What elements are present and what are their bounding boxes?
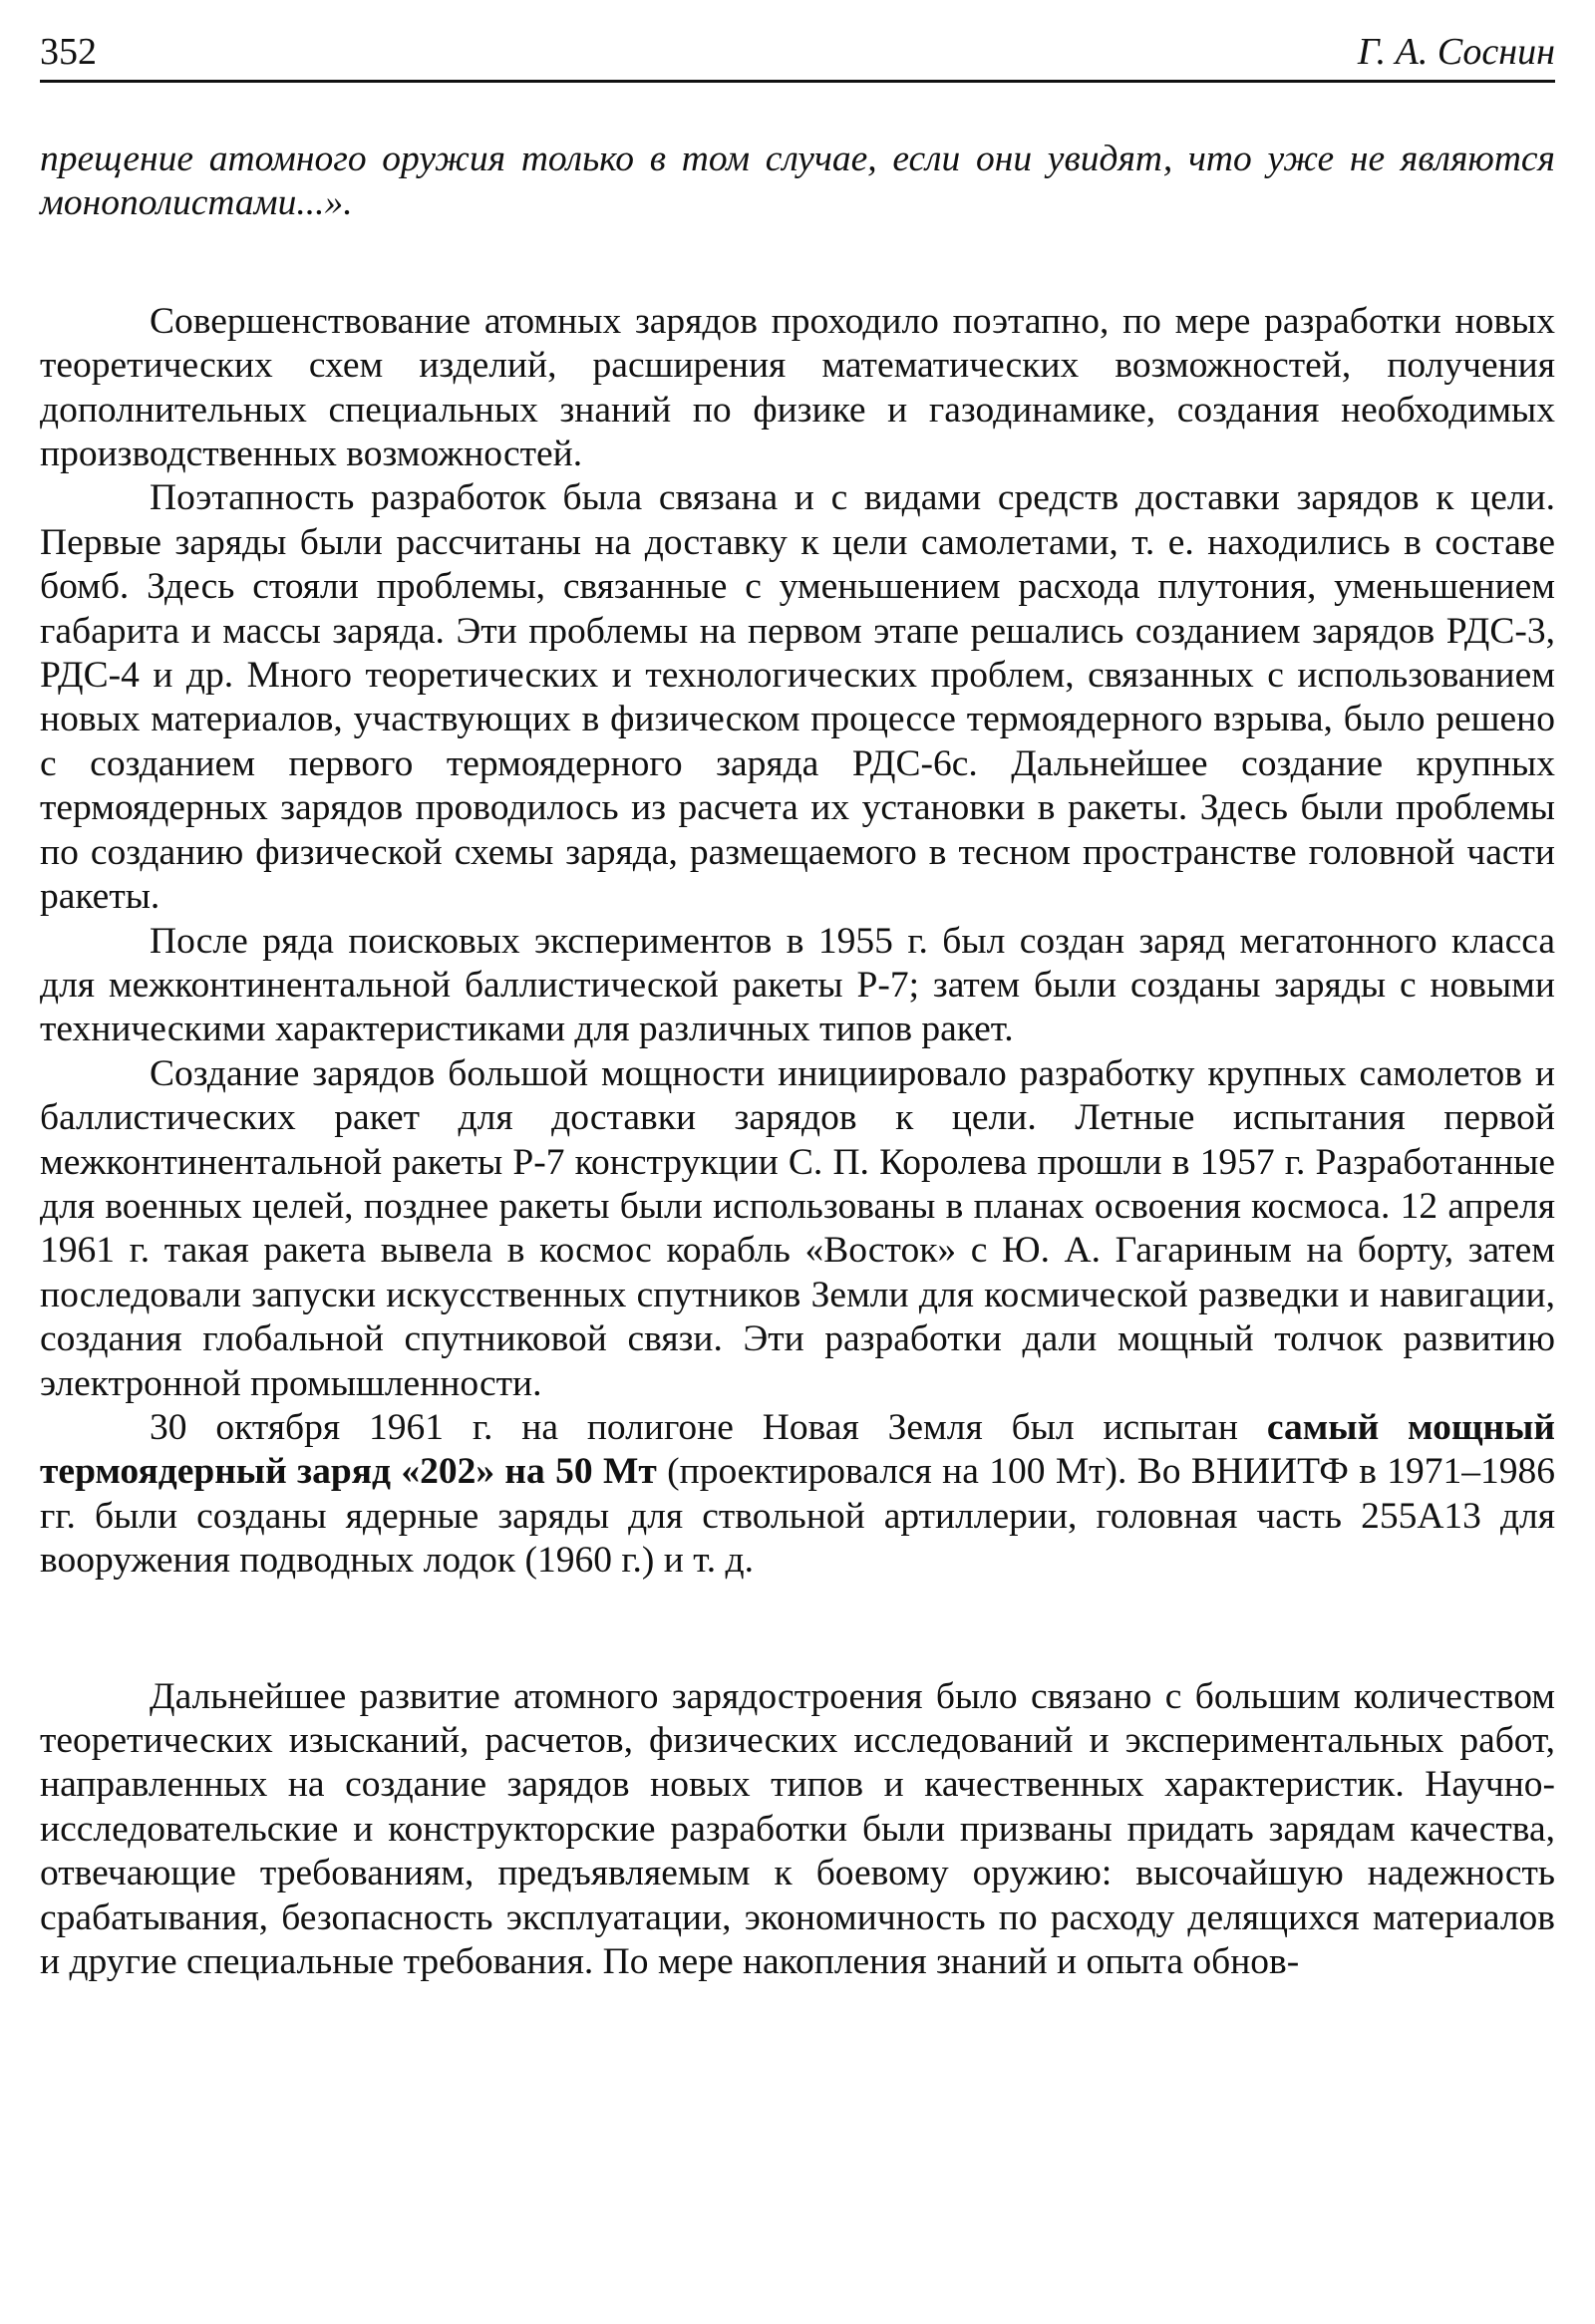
paragraph-improvement: Совершенствование атомных зарядов проходило поэтапно, по мере разработки новых теоретических схем изделий, расширения математических возможностей, получения дополнительных специальных знаний по физике и газодинамике, создания необходимых производственных возможностей. [40, 300, 1555, 475]
paragraph-1961-tail: (проектировался на 100 Мт). Во ВНИИТФ в 1971–1986 гг. были созданы ядерные заряды для ствольной артиллерии, головная часть 255А13 для вооружения подводных лодок (1960 г.) и т. д. [40, 1451, 1556, 1582]
running-head [40, 30, 1555, 83]
running-head-author: Г. А. Соснин [1357, 31, 1555, 73]
book-page [40, 30, 1555, 2302]
quote-ending: прещение атомного оружия только в том случае, если они увидят, что уже не являются монополистами...». [40, 139, 1555, 224]
paragraph-delivery-means: Поэтапность разработок была связана и с видами средств доставки зарядов к цели. Первые заряды были рассчитаны на доставку к цели самолетами, т. е. находились в составе бомб. Здесь стояли проблемы, связанные с уменьшением расхода плутония, уменьшением габарита и массы заряда. Эти проблемы на первом этапе решались созданием зарядов РДС-3, РДС-4 и др. Много теоретических и технологических проблем, связанных с использованием новых материалов, участвующих в физическом процессе термоядерного взрыва, было решено с созданием первого термоядерного заряда РДС-6с. Дальнейшее создание крупных термоядерных зарядов проводилось из расчета их установки в ракеты. Здесь были проблемы по созданию физической схемы заряда, размещаемого в тесном пространстве головной части ракеты. [40, 477, 1555, 918]
paragraph-1955-charge: После ряда поисковых экспериментов в 1955 г. был создан заряд мегатонного класса для межконтинентальной баллистической ракеты Р-7; затем были созданы заряды с новыми техническими характеристиками для различных типов ракет. [40, 920, 1555, 1050]
page-number: 352 [40, 31, 97, 73]
paragraph-further-development: Дальнейшее развитие атомного зарядостроения было связано с большим количеством теоретических изысканий, расчетов, физических исследований и экспериментальных работ, направленных на создание зарядов новых типов и качественных характеристик. Научно-исследовательские и конструкторские разработки были призваны придать зарядам качества, отвечающие требованиям, предъявляемым к боевому оружию: высочайшую надежность срабатывания, безопасность эксплуатации, экономичность по расходу делящихся материалов и другие специальные требования. По мере накопления знаний и опыта обнов- [40, 1675, 1555, 1983]
paragraph-1961-lead: 30 октября 1961 г. на полигоне Новая Земля был испытан [150, 1406, 1267, 1448]
paragraph-1961-test [40, 1406, 1555, 1584]
body-text [40, 138, 1555, 1984]
paragraph-1961-bold: самый мощный термоядерный заряд «202» на 50 Мт [40, 1406, 1556, 1493]
paragraph-rockets-space: Создание зарядов большой мощности инициировало разработку крупных самолетов и баллистических ракет для доставки зарядов к цели. Летные испытания первой межконтинентальной ракеты Р-7 конструкции С. П. Королева прошли в 1957 г. Разработанные для военных целей, позднее ракеты были использованы в планах освоения космоса. 12 апреля 1961 г. такая ракета вывела в космос корабль «Восток» с Ю. А. Гагариным на борту, затем последовали запуски искусственных спутников Земли для космической разведки и навигации, создания глобальной спутниковой связи. Эти разработки дали мощный толчок развитию электронной промышленности. [40, 1052, 1555, 1404]
